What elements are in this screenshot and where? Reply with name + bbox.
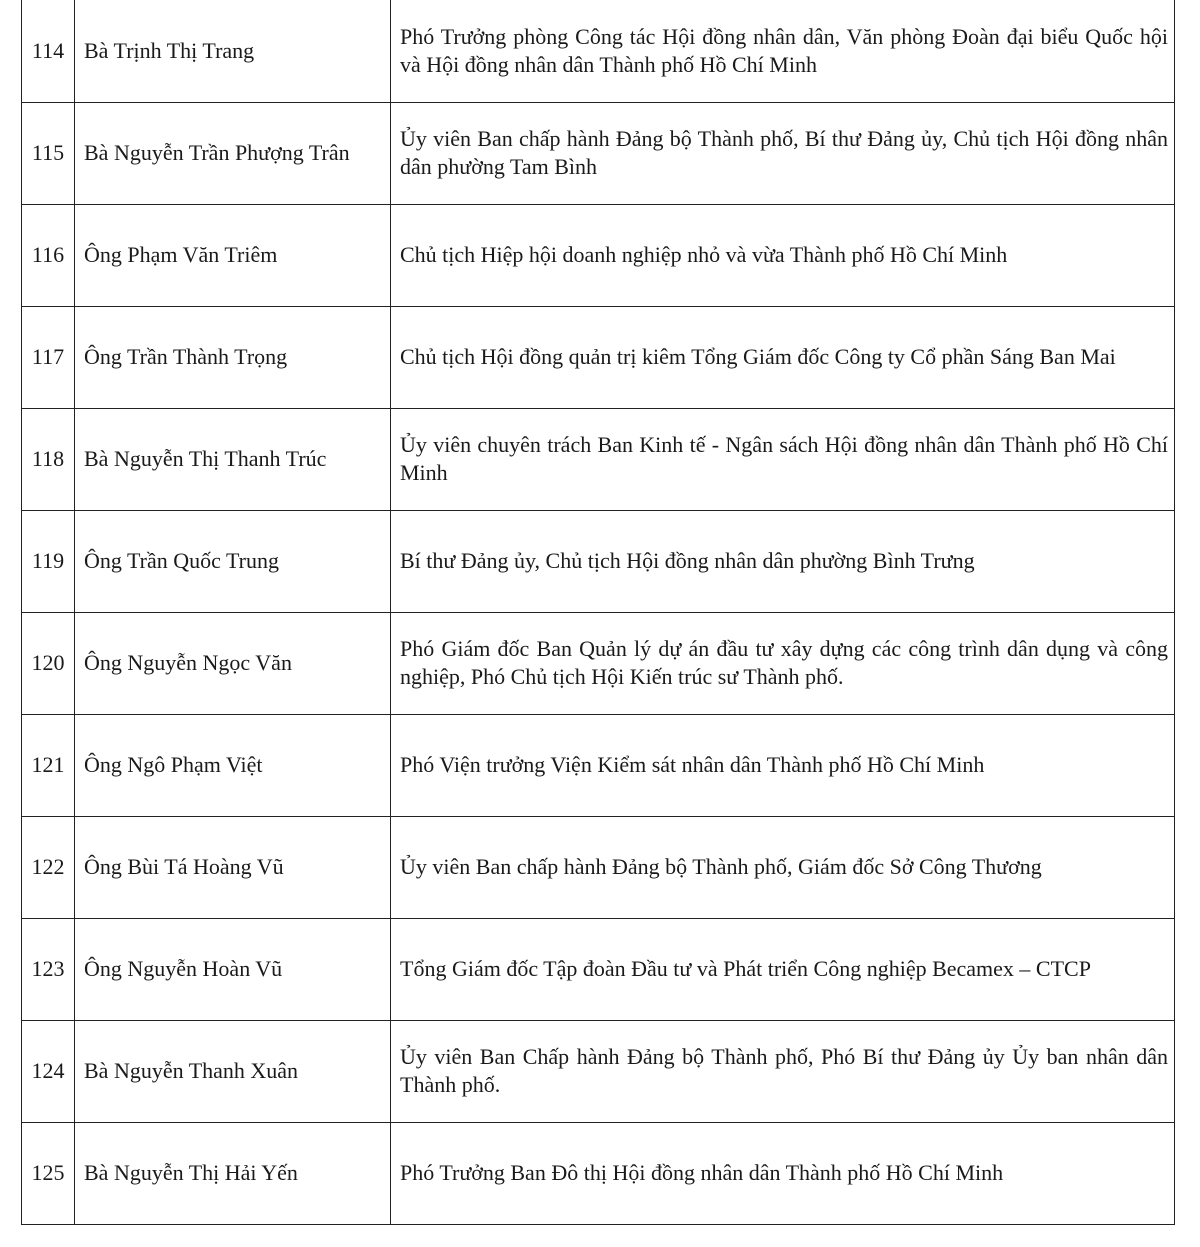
table-row [22, 510, 1175, 612]
row-number: 121 [22, 714, 75, 816]
person-name: Ông Trần Quốc Trung [75, 510, 391, 612]
row-number: 119 [22, 510, 75, 612]
row-number: 120 [22, 612, 75, 714]
row-number: 125 [22, 1122, 75, 1224]
row-number: 122 [22, 816, 75, 918]
person-position: Bí thư Đảng ủy, Chủ tịch Hội đồng nhân dân phường Bình Trưng [391, 510, 1175, 612]
table-row [22, 204, 1175, 306]
person-position: Phó Trưởng Ban Đô thị Hội đồng nhân dân Thành phố Hồ Chí Minh [391, 1122, 1175, 1224]
person-position: Ủy viên Ban chấp hành Đảng bộ Thành phố, Giám đốc Sở Công Thương [391, 816, 1175, 918]
row-number: 114 [22, 0, 75, 102]
person-name: Ông Trần Thành Trọng [75, 306, 391, 408]
person-position: Tổng Giám đốc Tập đoàn Đầu tư và Phát triển Công nghiệp Becamex – CTCP [391, 918, 1175, 1020]
person-position: Chủ tịch Hội đồng quản trị kiêm Tổng Giám đốc Công ty Cổ phần Sáng Ban Mai [391, 306, 1175, 408]
person-name: Ông Nguyễn Hoàn Vũ [75, 918, 391, 1020]
person-name: Ông Phạm Văn Triêm [75, 204, 391, 306]
person-position: Phó Viện trưởng Viện Kiểm sát nhân dân Thành phố Hồ Chí Minh [391, 714, 1175, 816]
row-number: 123 [22, 918, 75, 1020]
person-position: Ủy viên Ban chấp hành Đảng bộ Thành phố, Bí thư Đảng ủy, Chủ tịch Hội đồng nhân dân phường Tam Bình [391, 102, 1175, 204]
person-position: Ủy viên Ban Chấp hành Đảng bộ Thành phố, Phó Bí thư Đảng ủy Ủy ban nhân dân Thành phố. [391, 1020, 1175, 1122]
row-number: 124 [22, 1020, 75, 1122]
person-position: Ủy viên chuyên trách Ban Kinh tế - Ngân sách Hội đồng nhân dân Thành phố Hồ Chí Minh [391, 408, 1175, 510]
person-name: Bà Nguyễn Thị Thanh Trúc [75, 408, 391, 510]
table-row [22, 306, 1175, 408]
person-name: Ông Nguyễn Ngọc Văn [75, 612, 391, 714]
table-row [22, 102, 1175, 204]
person-name: Bà Nguyễn Thị Hải Yến [75, 1122, 391, 1224]
table-row [22, 408, 1175, 510]
person-name: Ông Bùi Tá Hoàng Vũ [75, 816, 391, 918]
person-position: Phó Giám đốc Ban Quản lý dự án đầu tư xây dựng các công trình dân dụng và công nghiệp, Phó Chủ tịch Hội Kiến trúc sư Thành phố. [391, 612, 1175, 714]
person-name: Bà Nguyễn Trần Phượng Trân [75, 102, 391, 204]
person-name: Bà Trịnh Thị Trang [75, 0, 391, 102]
table-row [22, 714, 1175, 816]
person-position: Chủ tịch Hiệp hội doanh nghiệp nhỏ và vừa Thành phố Hồ Chí Minh [391, 204, 1175, 306]
table-row [22, 0, 1175, 102]
row-number: 116 [22, 204, 75, 306]
table-row [22, 1020, 1175, 1122]
person-name: Bà Nguyễn Thanh Xuân [75, 1020, 391, 1122]
row-number: 118 [22, 408, 75, 510]
table-row [22, 816, 1175, 918]
row-number: 115 [22, 102, 75, 204]
table-row [22, 1122, 1175, 1224]
table-row [22, 612, 1175, 714]
person-name: Ông Ngô Phạm Việt [75, 714, 391, 816]
table-row [22, 918, 1175, 1020]
row-number: 117 [22, 306, 75, 408]
person-position: Phó Trưởng phòng Công tác Hội đồng nhân dân, Văn phòng Đoàn đại biểu Quốc hội và Hội đồng nhân dân Thành phố Hồ Chí Minh [391, 0, 1175, 102]
delegate-table [21, 0, 1175, 1225]
